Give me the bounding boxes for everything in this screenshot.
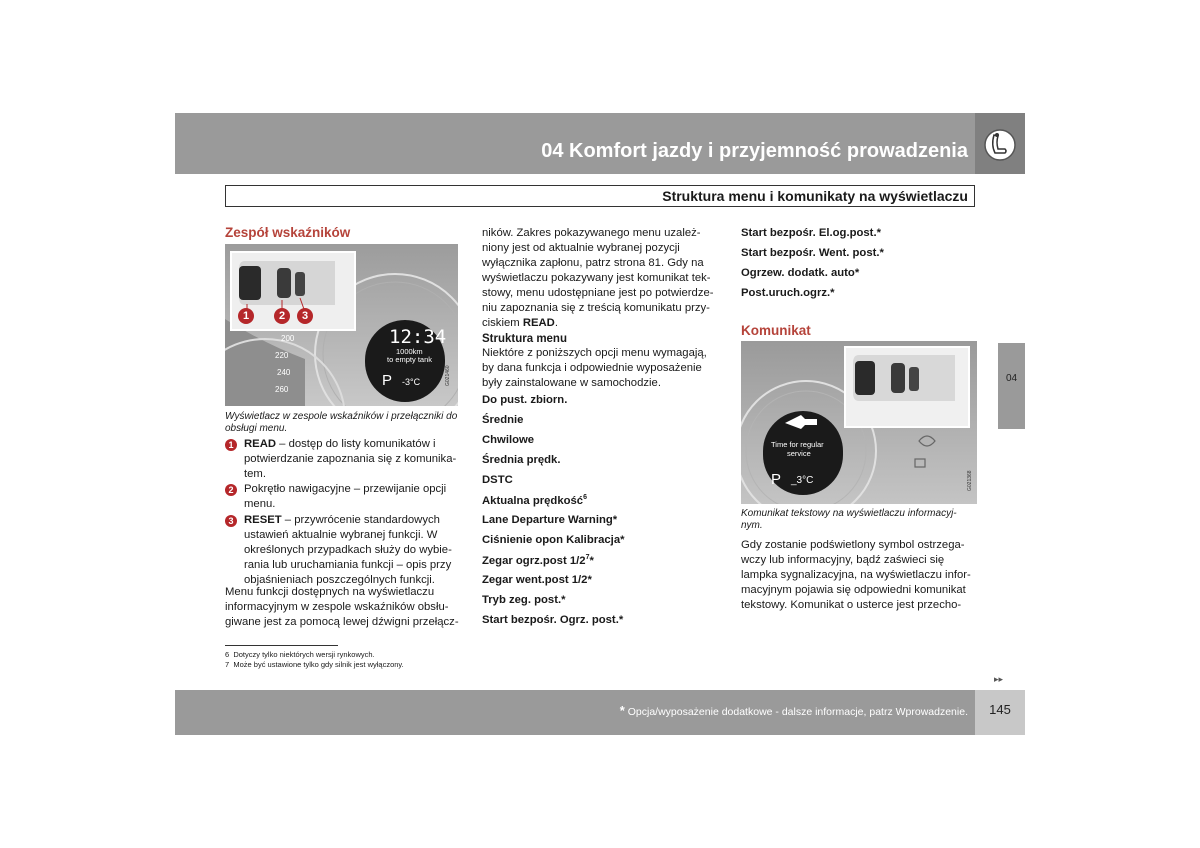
- footer-note: [620, 703, 968, 718]
- display-range-label: to empty tank: [387, 355, 433, 364]
- list-item-label: READ: [244, 438, 277, 450]
- menu-item-instantaneous: Chwilowe: [482, 434, 535, 446]
- page-number: 145: [989, 702, 1011, 717]
- menu-item-text: Aktualna prędkość: [482, 494, 584, 507]
- display-temperature: -3°C: [402, 377, 421, 387]
- menu-item-to-empty-tank: Do pust. zbiorn.: [482, 394, 568, 406]
- chapter-title: 04 Komfort jazdy i przyjemność prowadzenia: [541, 140, 968, 162]
- footnote-6: [225, 650, 375, 659]
- footnote-mark: 6: [225, 650, 230, 659]
- list-item-read: [244, 437, 459, 482]
- display-time: 12:34: [389, 326, 447, 348]
- chapter-icon-box: [975, 113, 1025, 174]
- footnote-text: Dotyczy tylko niektórych wersji rynkowych.: [233, 650, 375, 659]
- paragraph-menu-scope: [482, 226, 718, 331]
- option-asterisk: *: [619, 703, 625, 718]
- menu-item-lane-departure-warning: Lane Departure Warning*: [482, 514, 618, 526]
- message-text-line2: service: [787, 449, 811, 458]
- display-temperature: _3°C: [791, 475, 814, 486]
- menu-item-current-speed: [482, 494, 587, 507]
- menu-item-direct-start-ventilation: Start bezpośr. Went. post.*: [741, 247, 884, 259]
- menu-item-direct-start-heater: Start bezpośr. Ogrz. post.*: [482, 614, 624, 626]
- speed-label-220: 220: [275, 351, 289, 360]
- menu-item-timer-mode: Tryb zeg. post.*: [482, 594, 566, 606]
- footnote-text: Może być ustawione tylko gdy silnik jest wyłączony.: [233, 660, 404, 669]
- speed-label-200: 200: [281, 334, 295, 343]
- menu-item-direct-start-electric-heater: Start bezpośr. El.og.post.*: [741, 227, 881, 239]
- footnote-ref: 6: [583, 494, 587, 501]
- continue-marker: ▸▸: [994, 674, 1004, 684]
- list-item-text: – dostęp do listy komunikatów i potwierdzanie zapoznania się z komunika-tem.: [244, 438, 457, 480]
- figure-caption-message: Komunikat tekstowy na wyświetlaczu informacyj-nym.: [741, 508, 957, 531]
- side-tab-label: 04: [1005, 373, 1018, 384]
- paragraph-text: ników. Zakres pokazywanego menu uzależ-niony jest od aktualnie wybranej pozycji wyłącznika zapłonu, patrz strona 81. Gdy na wyświetlaczu pokazywany jest komunikat tek-stowy, menu udostępniane jest po potwierdze-niu zapoznania się z treścią komunikatu przy-ciskiem: [482, 227, 714, 329]
- section-heading-instrument-panel: Zespół wskaźników: [225, 225, 351, 240]
- list-item-reset: [244, 513, 459, 588]
- figure-code: G021460: [445, 365, 451, 386]
- display-gear: P: [771, 471, 782, 488]
- menu-item-ventilation-timer: Zegar went.post 1/2*: [482, 574, 592, 586]
- side-chapter-tab: [998, 343, 1025, 429]
- speed-label-240: 240: [277, 368, 291, 377]
- read-button-ref: READ: [522, 317, 555, 329]
- seat-icon: [975, 113, 1025, 174]
- message-display-figure: [741, 341, 977, 504]
- figure-caption-instrument-panel: Wyświetlacz w zespole wskaźników i przełączniki do obsługi menu.: [225, 411, 458, 434]
- section-title: Struktura menu i komunikaty na wyświetlaczu: [662, 188, 968, 204]
- display-range: 1000km: [396, 347, 423, 356]
- menu-item-average-speed: Średnia prędk.: [482, 454, 561, 466]
- message-text-line1: Time for regular: [771, 440, 824, 449]
- section-title-box: [225, 185, 975, 207]
- list-item-label: RESET: [244, 514, 282, 526]
- paragraph-message-description: Gdy zostanie podświetlony symbol ostrzega-wczy lub informacyjny, bądź zaświeci się lampka sygnalizacyjna, na wyświetlaczu infor-macyjnym pojawia się odpowiedni komunikat tekstowy. Komunikat o usterce jest przecho-: [741, 539, 971, 611]
- figure-marker-2: 2: [274, 308, 290, 324]
- figure-marker-1: 1: [238, 308, 254, 324]
- display-gear: P: [382, 372, 393, 389]
- paragraph-end: .: [554, 317, 558, 329]
- section-heading-menu-structure: Struktura menu: [482, 333, 567, 345]
- footnote-divider: [225, 645, 338, 646]
- list-bullet-2: 2: [225, 484, 237, 496]
- menu-item-text: Zegar ogrz.post 1/2: [482, 554, 586, 567]
- menu-item-tire-pressure-calibration: Ciśnienie opon Kalibracja*: [482, 534, 625, 546]
- menu-item-dstc: DSTC: [482, 474, 513, 486]
- menu-item-heater-start: Post.uruch.ogrz.*: [741, 287, 835, 299]
- paragraph-menu-operation: Menu funkcji dostępnych na wyświetlaczu informacyjnym w zespole wskaźników obsłu-giwane jest za pomocą lewej dźwigni przełącz-: [225, 586, 459, 628]
- menu-item-auxiliary-heater-auto: Ogrzew. dodatk. auto*: [741, 267, 860, 279]
- figure-marker-3: 3: [297, 308, 313, 324]
- footnote-7: [225, 660, 404, 669]
- menu-item-heater-timer: [482, 554, 594, 567]
- list-item-navigation-wheel: [244, 482, 459, 512]
- section-heading-message: Komunikat: [741, 323, 811, 338]
- list-bullet-3: 3: [225, 515, 237, 527]
- speed-label-260: 260: [275, 385, 289, 394]
- option-asterisk: *: [589, 554, 594, 567]
- footnote-mark: 7: [225, 660, 230, 669]
- list-item-text: Pokrętło nawigacyjne – przewijanie opcji menu.: [244, 483, 447, 510]
- footer-note-text: Opcja/wyposażenie dodatkowe - dalsze informacje, patrz Wprowadzenie.: [627, 706, 968, 718]
- footnote-ref: 7: [585, 554, 590, 561]
- paragraph-menu-requirements: Niektóre z poniższych opcji menu wymagają, by dana funkcja i odpowiednie wyposażenie były zainstalowane w samochodzie.: [482, 347, 707, 389]
- figure-code: G021368: [967, 470, 973, 491]
- list-item-text: – przywrócenie standardowych ustawień aktualnie wybranej funkcji. W określonych przypadkach służy do wybie-rania lub uruchamiania funkcji – opis przy objaśnieniach poszczególnych funkcji.: [244, 514, 452, 586]
- menu-item-average: Średnie: [482, 414, 524, 426]
- page-number-box: [975, 690, 1025, 735]
- instrument-panel-figure: [225, 244, 458, 406]
- list-bullet-1: 1: [225, 439, 237, 451]
